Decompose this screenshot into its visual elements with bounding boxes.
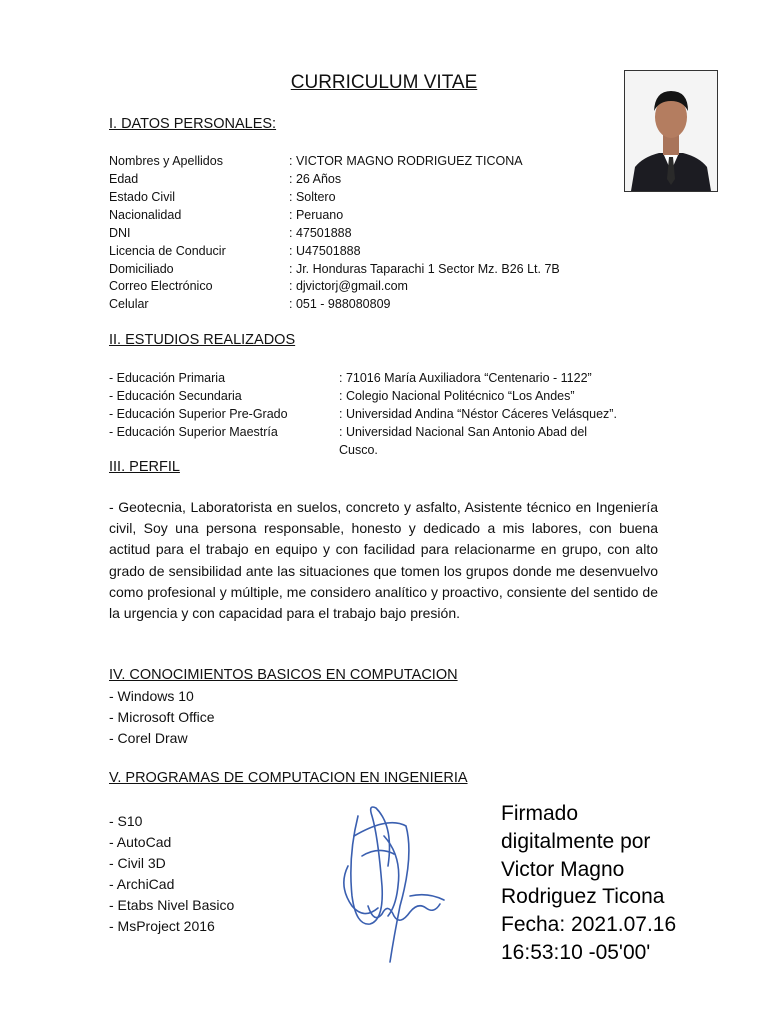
personal-row: DNI : 47501888: [109, 226, 352, 240]
section-heading-profile: III. PERFIL: [109, 459, 180, 475]
section-heading-engineering: V. PROGRAMAS DE COMPUTACION EN INGENIERIA: [109, 770, 468, 786]
list-item: - Corel Draw: [109, 730, 188, 746]
studies-row: - Educación Superior Maestría : Universidad Nacional San Antonio Abad del: [109, 425, 588, 439]
list-item: - Microsoft Office: [109, 709, 215, 725]
personal-row: Nombres y Apellidos : VICTOR MAGNO RODRIGUEZ TICONA: [109, 154, 523, 168]
personal-row: Correo Electrónico : djvictorj@gmail.com: [109, 279, 408, 293]
personal-row: Licencia de Conducir : U47501888: [109, 244, 361, 258]
stamp-line: digitalmente por: [501, 829, 651, 853]
section-heading-computing: IV. CONOCIMIENTOS BASICOS EN COMPUTACION: [109, 667, 458, 683]
list-item: - MsProject 2016: [109, 918, 215, 934]
list-item: - ArchiCad: [109, 876, 175, 892]
profile-text: - Geotecnia, Laboratorista en suelos, concreto y asfalto, Asistente técnico en Ingeniería civil, Soy una persona responsable, honesto y dedicado a mis labores, con buena actitud para el trabajo en equipo y con facilidad para relacionarme en grupo, con alto grado de sensibilidad ante las situaciones que tomen los grupos donde me desenvuelvo como profesional y múltiple, me considero analítico y proactivo, consiente del sentido de la urgencia y con capacidad para el trabajo bajo presión.: [109, 499, 658, 622]
list-item: - Etabs Nivel Basico: [109, 897, 235, 913]
studies-row: Cusco.: [339, 443, 378, 457]
studies-row: - Educación Superior Pre-Grado : Universidad Andina “Néstor Cáceres Velásquez”.: [109, 407, 617, 421]
person-photo-icon: [625, 71, 717, 191]
stamp-line: Victor Magno: [501, 857, 625, 881]
engineering-list: [109, 811, 234, 937]
list-item: - Civil 3D: [109, 855, 166, 871]
digital-signature-stamp: [501, 800, 676, 967]
list-item: - Windows 10: [109, 688, 194, 704]
document-title: CURRICULUM VITAE: [290, 72, 478, 93]
handwritten-signature-icon: [318, 796, 464, 966]
section-heading-personal: I. DATOS PERSONALES:: [109, 116, 277, 132]
personal-row: Edad : 26 Años: [109, 172, 342, 186]
signature: [318, 796, 464, 966]
studies-row: - Educación Primaria : 71016 María Auxiliadora “Centenario - 1122”: [109, 371, 592, 385]
profile-photo: [624, 70, 718, 192]
studies-row: - Educación Secundaria : Colegio Nacional Politécnico “Los Andes”: [109, 389, 575, 403]
personal-row: Estado Civil : Soltero: [109, 190, 336, 204]
list-item: - AutoCad: [109, 834, 172, 850]
list-item: - S10: [109, 813, 143, 829]
stamp-line: Rodriguez Ticona: [501, 885, 665, 909]
computing-list: [109, 686, 215, 749]
stamp-line: Fecha: 2021.07.16: [501, 913, 677, 937]
personal-row: Nacionalidad : Peruano: [109, 208, 344, 222]
stamp-line: 16:53:10 -05'00': [501, 940, 651, 964]
section-heading-studies: II. ESTUDIOS REALIZADOS: [109, 332, 296, 348]
personal-row: Celular : 051 - 988080809: [109, 297, 391, 311]
personal-row: Domiciliado : Jr. Honduras Taparachi 1 Sector Mz. B26 Lt. 7B: [109, 262, 560, 276]
stamp-line: Firmado: [501, 802, 579, 825]
